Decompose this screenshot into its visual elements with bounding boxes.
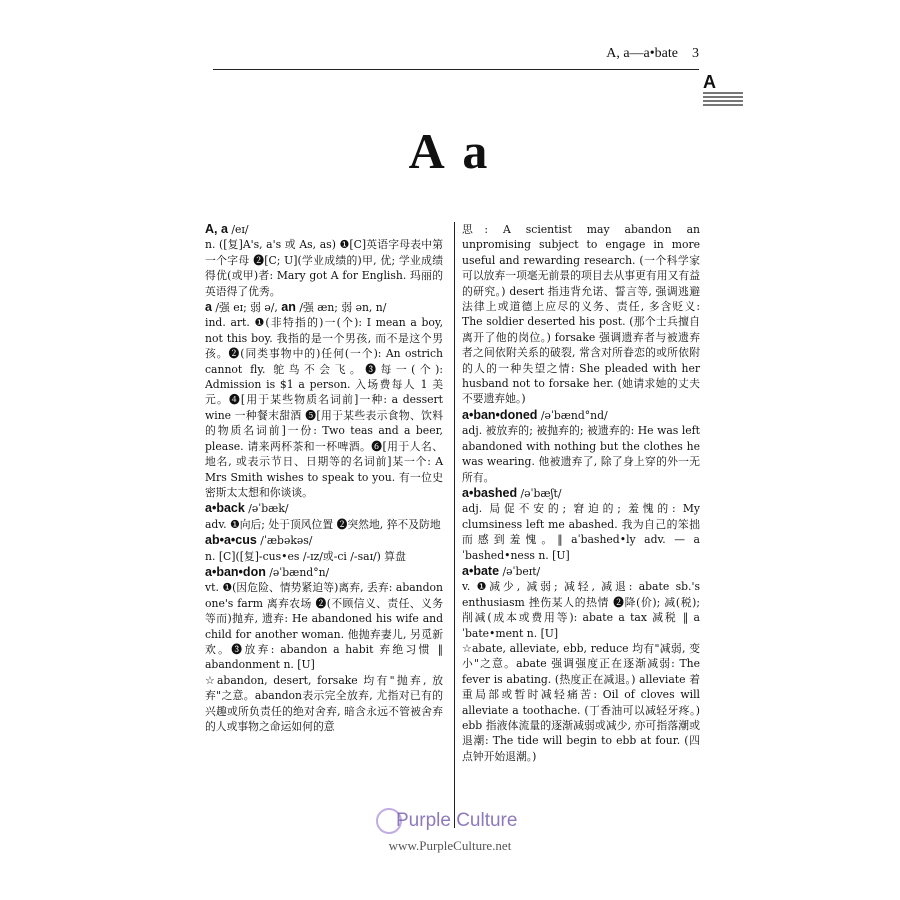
right-column [462, 222, 700, 765]
thumb-index-bars [703, 92, 743, 108]
header-rule [213, 69, 699, 70]
watermark-url: www.PurpleCulture.net [388, 838, 512, 853]
headword: a•ban•don [205, 564, 266, 579]
pronunciation-variant: /强 æn; 弱 ən, n/ [295, 301, 387, 315]
entry-body: n. [C]([复]-cus•es /-ɪz/或-ci /-saɪ/) 算盘 [205, 549, 406, 563]
usage-note: ☆abandon, desert, forsake 均有"抛弃, 放弃"之意。abandon表示完全放弃, 尤指对已有的兴趣或所负责任的绝对舍弃, 暗含永远不管被舍弃的人或事物之命运如何的意 [205, 673, 443, 733]
pronunciation: /əˈbænd°n/ [265, 565, 330, 579]
headword: a•ban•doned [462, 407, 538, 422]
entry-body: adj. 被放弃的; 被抛弃的; 被遗弃的: He was left abandoned with nothing but the clothes he was wearing. 他被遗弃了, 除了身上穿的外一无所有。 [462, 424, 700, 484]
entry-abacus [205, 533, 443, 564]
usage-note-continuation [462, 222, 700, 407]
entry-body: adv. ❶向后; 处于顶风位置 ❷突然地, 猝不及防地 [205, 517, 441, 531]
running-head-text: A, a—a•bate [606, 46, 678, 61]
entry-aback [205, 501, 443, 532]
entry-body: ind. art. ❶(非特指的)一(个): I mean a boy, not this boy. 我指的是一个男孩, 而不是这个男孩。❷(同类事物中的)任何(一个): An ostrich cannot fly. 鸵鸟不会飞。❸每一(个): Admission is $1 a person. 入场费每人 1 美元。❹[用于某些物质名词前]一种: a dessert wine 一种餐末甜酒 ❺[用于某些表示食物、饮料的物质名词前]一份: Two teas and a beer, please. 请来两杯茶和一杯啤酒。❻[用于人名、地名, 或表示节日、日期等的名词前]某一个: A Mrs Smith wishes to speak to you. 有一位史密斯太太想和你谈谈。 [205, 316, 443, 499]
pronunciation: /强 eɪ; 弱 ə/, [211, 301, 282, 315]
usage-note: ☆abate, alleviate, ebb, reduce 均有"减弱, 变小"之意。abate 强调强度正在逐渐减弱: The fever is abating. (热度正在减退。) alleviate 着重局部或暂时减轻痛苦: Oil of cloves will alleviate a toothache. (丁香油可以减轻牙疼。) ebb 指液体流量的逐渐减弱或减少, 亦可指落潮或退潮: The tide will begin to ebb at four. (四点钟开始退潮。) [462, 641, 700, 763]
headword: a•bashed [462, 485, 518, 500]
headword: a•bate [462, 563, 500, 578]
entry-a-letter [205, 222, 443, 299]
section-title: A a [408, 123, 492, 179]
headword: A, a [205, 222, 228, 236]
entry-abandoned [462, 408, 700, 485]
page-header [213, 46, 699, 70]
entry-abandon [205, 565, 443, 734]
thumb-index-letter: A [703, 72, 716, 92]
headword: a•back [205, 501, 245, 516]
left-column [205, 222, 443, 735]
pronunciation: /əˈbeɪt/ [499, 564, 541, 578]
entry-abashed [462, 486, 700, 563]
pronunciation: /əˈbæk/ [244, 502, 289, 516]
entry-body: n. ([复]A's, a's 或 As, as) ❶[C]英语字母表中第一个字母 ❷[C; U](学业成绩的)甲, 优; 学业成绩得优(或甲)者: Mary got A for English. 玛丽的英语得了优秀。 [205, 238, 443, 298]
headword: ab•a•cus [205, 533, 257, 548]
continuation-text: 思: A scientist may abandon an unpromising subject to engage in more useful and rewarding research. (一个科学家可以放弃一项毫无前景的项目去从事更有用又有益的研究。) desert 指违背允诺、誓言等, 强调逃避法律上或道德上应尽的义务、责任, 多含贬义: The soldier deserted his post. (那个士兵擅自离开了他的岗位。) forsake 强调遗弃者与被遗弃者之间依附关系的破裂, 常含对所眷恋的或所依附的人的一种失望之情: She pleaded with her husband not to forsake her. (她请求她的丈夫不要遗弃她。) [462, 223, 700, 406]
headword: a [205, 300, 212, 315]
entry-body: adj. 局促不安的; 窘迫的; 羞愧的: My clumsiness left me abashed. 我为自己的笨拙而感到羞愧。‖ aˈbashed•ly adv. — aˈbashed•ness n. [U] [462, 502, 700, 562]
pronunciation: /əˈbæʃt/ [517, 486, 562, 500]
entry-body: vt. ❶(因危险、情势紧迫等)离弃, 丢弃: abandon one's farm 离弃农场 ❷(不顾信义、责任、义务等而)抛弃, 遗弃: He abandoned his wife and child for another woman. 他抛弃妻儿, 另觅新欢。❸放弃: abandon a habit 弃绝习惯 ‖ abandonment n. [U] [205, 581, 443, 672]
entry-body: v. ❶减少, 减弱; 减轻, 减退: abate sb.'s enthusiasm 挫伤某人的热情 ❷降(价); 减(税); 削减(成本或费用等): abate a tax 减税 ‖ aˈbate•ment n. [U] [462, 580, 700, 640]
running-head [606, 46, 699, 62]
thumb-index-tab [703, 72, 743, 106]
pronunciation: /ˈæbəkəs/ [256, 534, 313, 548]
column-divider [454, 222, 455, 828]
pronunciation: /əˈbænd°nd/ [537, 408, 608, 422]
watermark-brand: Purple Culture [396, 810, 518, 831]
headword-variant: an [281, 300, 296, 315]
pronunciation: /eɪ/ [227, 223, 249, 236]
page-number: 3 [692, 46, 699, 61]
entry-abate [462, 564, 700, 764]
entry-a-article [205, 300, 443, 500]
